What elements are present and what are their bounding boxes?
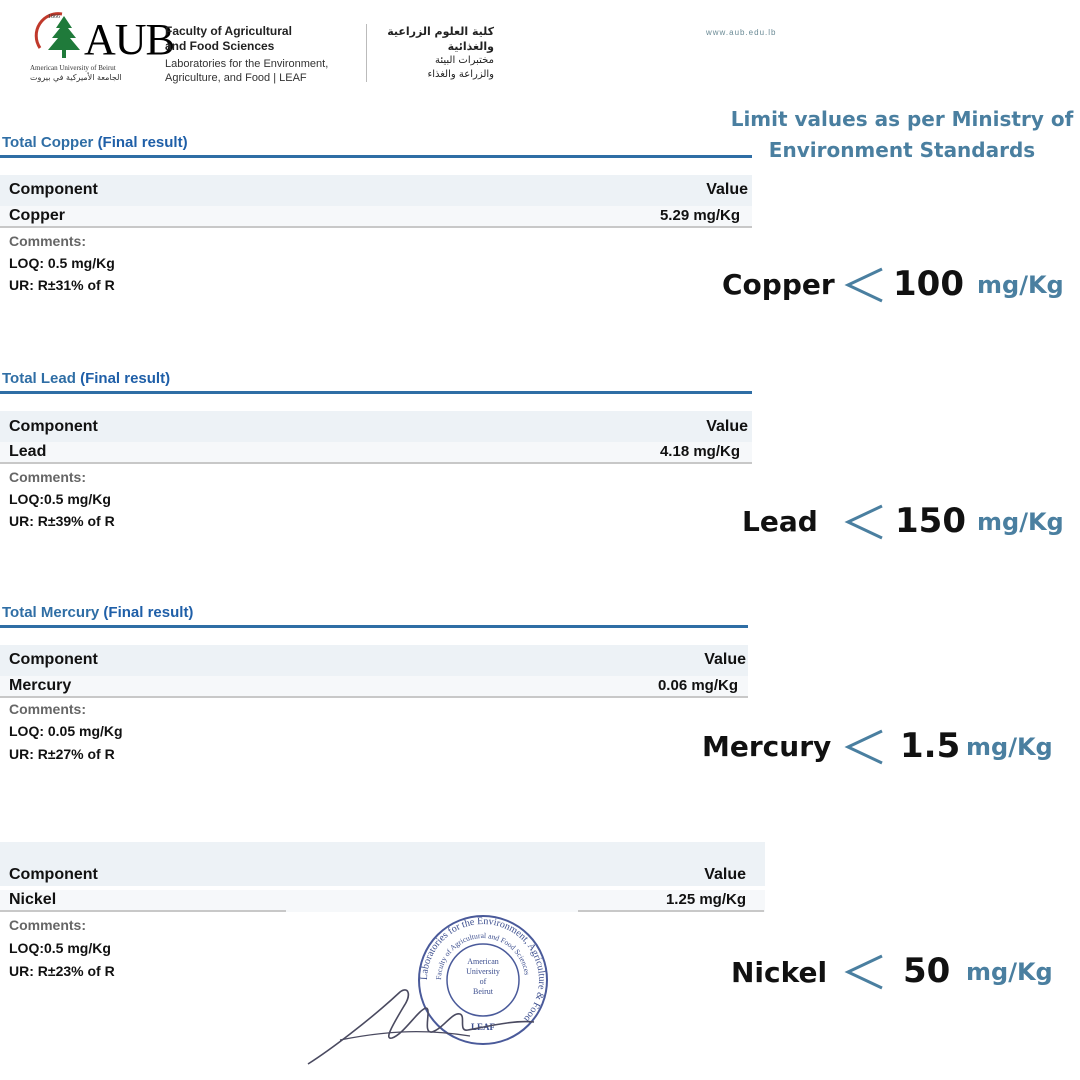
limit-name: Nickel (731, 956, 828, 989)
stamp-ring-text: Laboratories for the Environment, Agriculture & Food (418, 915, 548, 1024)
less-than-icon (842, 952, 886, 992)
limit-name: Mercury (702, 730, 832, 763)
section-title-metal: Total Mercury (2, 604, 100, 621)
signature-icon (300, 980, 540, 1070)
table-header-row (0, 645, 748, 677)
faculty-subtitle (165, 57, 365, 85)
row-underline-right (578, 910, 764, 912)
component-name: Lead (9, 443, 47, 460)
comments-label: Comments: (9, 469, 87, 485)
limit-unit: mg/Kg (966, 733, 1053, 761)
section-rule (0, 155, 752, 158)
limit-value: 50 (903, 951, 951, 991)
less-than-icon (842, 265, 886, 305)
section-title-final: (Final result) (103, 604, 194, 621)
header-value: Value (704, 651, 746, 668)
arabic-title-line-1: كلية العلوم الزراعية (387, 25, 494, 38)
loq-text: LOQ:0.5 mg/Kg (9, 491, 111, 507)
limit-unit: mg/Kg (977, 508, 1064, 536)
stamp-inner-ring-text: Faculty of Agricultural and Food Sciences (433, 930, 532, 981)
table-header-row (0, 175, 752, 207)
row-underline (0, 226, 752, 228)
limit-unit: mg/Kg (977, 271, 1064, 299)
stamp-center-line-1: American (467, 957, 499, 966)
limits-heading-line-1: Limit values as per Ministry of (730, 107, 1074, 131)
faculty-title (165, 24, 345, 54)
row-underline (0, 696, 748, 698)
section-rule (0, 391, 752, 394)
stamp-center-line-2: University (466, 967, 500, 976)
component-value: 5.29 mg/Kg (659, 207, 740, 224)
ur-text: UR: R±31% of R (9, 277, 115, 293)
loq-text: LOQ: 0.05 mg/Kg (9, 723, 123, 739)
arabic-faculty-block (376, 24, 494, 82)
limits-heading-line-2: Environment Standards (768, 138, 1036, 162)
logo-english-name: American University of Beirut (30, 64, 116, 72)
limit-value: 100 (893, 264, 964, 304)
row-underline-left (0, 910, 286, 912)
section-title (2, 370, 170, 387)
section-title-metal: Total Copper (2, 134, 94, 151)
comments-label: Comments: (9, 917, 87, 933)
section-title-metal: Total Lead (2, 370, 76, 387)
limits-heading (726, 104, 1078, 166)
less-than-icon (842, 502, 886, 542)
ur-text: UR: R±27% of R (9, 746, 115, 762)
limit-name: Copper (722, 268, 835, 301)
row-underline (0, 462, 752, 464)
ur-text: UR: R±23% of R (9, 963, 115, 979)
comments-label: Comments: (9, 701, 87, 717)
faculty-subtitle-line-1: Laboratories for the Environment, (165, 58, 329, 70)
section-title-final: (Final result) (97, 134, 188, 151)
header-component: Component (9, 418, 98, 435)
header-component: Component (9, 866, 98, 883)
arabic-title-line-2: والغذائية (447, 40, 494, 53)
ur-text: UR: R±39% of R (9, 513, 115, 529)
header-value: Value (706, 418, 748, 435)
limit-name: Lead (742, 505, 818, 538)
stamp-bottom-text: LEAF (470, 1022, 496, 1032)
logo-year: 1866 (48, 14, 60, 20)
table-header-row (0, 411, 752, 443)
website-url: www.aub.edu.lb (706, 28, 777, 37)
component-name: Nickel (9, 891, 57, 908)
aub-logo-text: AUB (84, 15, 174, 64)
limit-unit: mg/Kg (966, 958, 1053, 986)
component-name: Mercury (9, 677, 72, 694)
faculty-subtitle-line-2: Agriculture, and Food | LEAF (165, 72, 307, 84)
component-value: 4.18 mg/Kg (659, 443, 740, 460)
component-name: Copper (9, 207, 65, 224)
limit-value: 1.5 (900, 726, 961, 766)
stamp-center-line-4: Beirut (473, 987, 493, 996)
loq-text: LOQ:0.5 mg/Kg (9, 940, 111, 956)
loq-text: LOQ: 0.5 mg/Kg (9, 255, 115, 271)
section-rule (0, 625, 748, 628)
logo-arabic-name: الجامعة الأميركية في بيروت (30, 73, 122, 82)
header-component: Component (9, 651, 98, 668)
arabic-subtitle-line-2: والزراعة والغذاء (427, 69, 494, 80)
header-divider (366, 24, 367, 82)
component-value: 0.06 mg/Kg (657, 677, 738, 694)
limit-value: 150 (895, 501, 966, 541)
comments-label: Comments: (9, 233, 87, 249)
arabic-subtitle-line-1: مختبرات البيئة (435, 55, 494, 66)
less-than-icon (842, 727, 886, 767)
stamp-center-line-3: of (479, 977, 487, 986)
component-value: 1.25 mg/Kg (665, 891, 746, 908)
section-title-final: (Final result) (80, 370, 171, 387)
faculty-title-line-2: and Food Sciences (165, 39, 275, 53)
header-value: Value (704, 866, 746, 883)
faculty-title-line-1: Faculty of Agricultural (165, 24, 292, 38)
cedar-tree-logo-icon (34, 8, 86, 64)
header-component: Component (9, 181, 98, 198)
section-title (2, 604, 193, 621)
header-value: Value (706, 181, 748, 198)
section-title (2, 134, 188, 151)
